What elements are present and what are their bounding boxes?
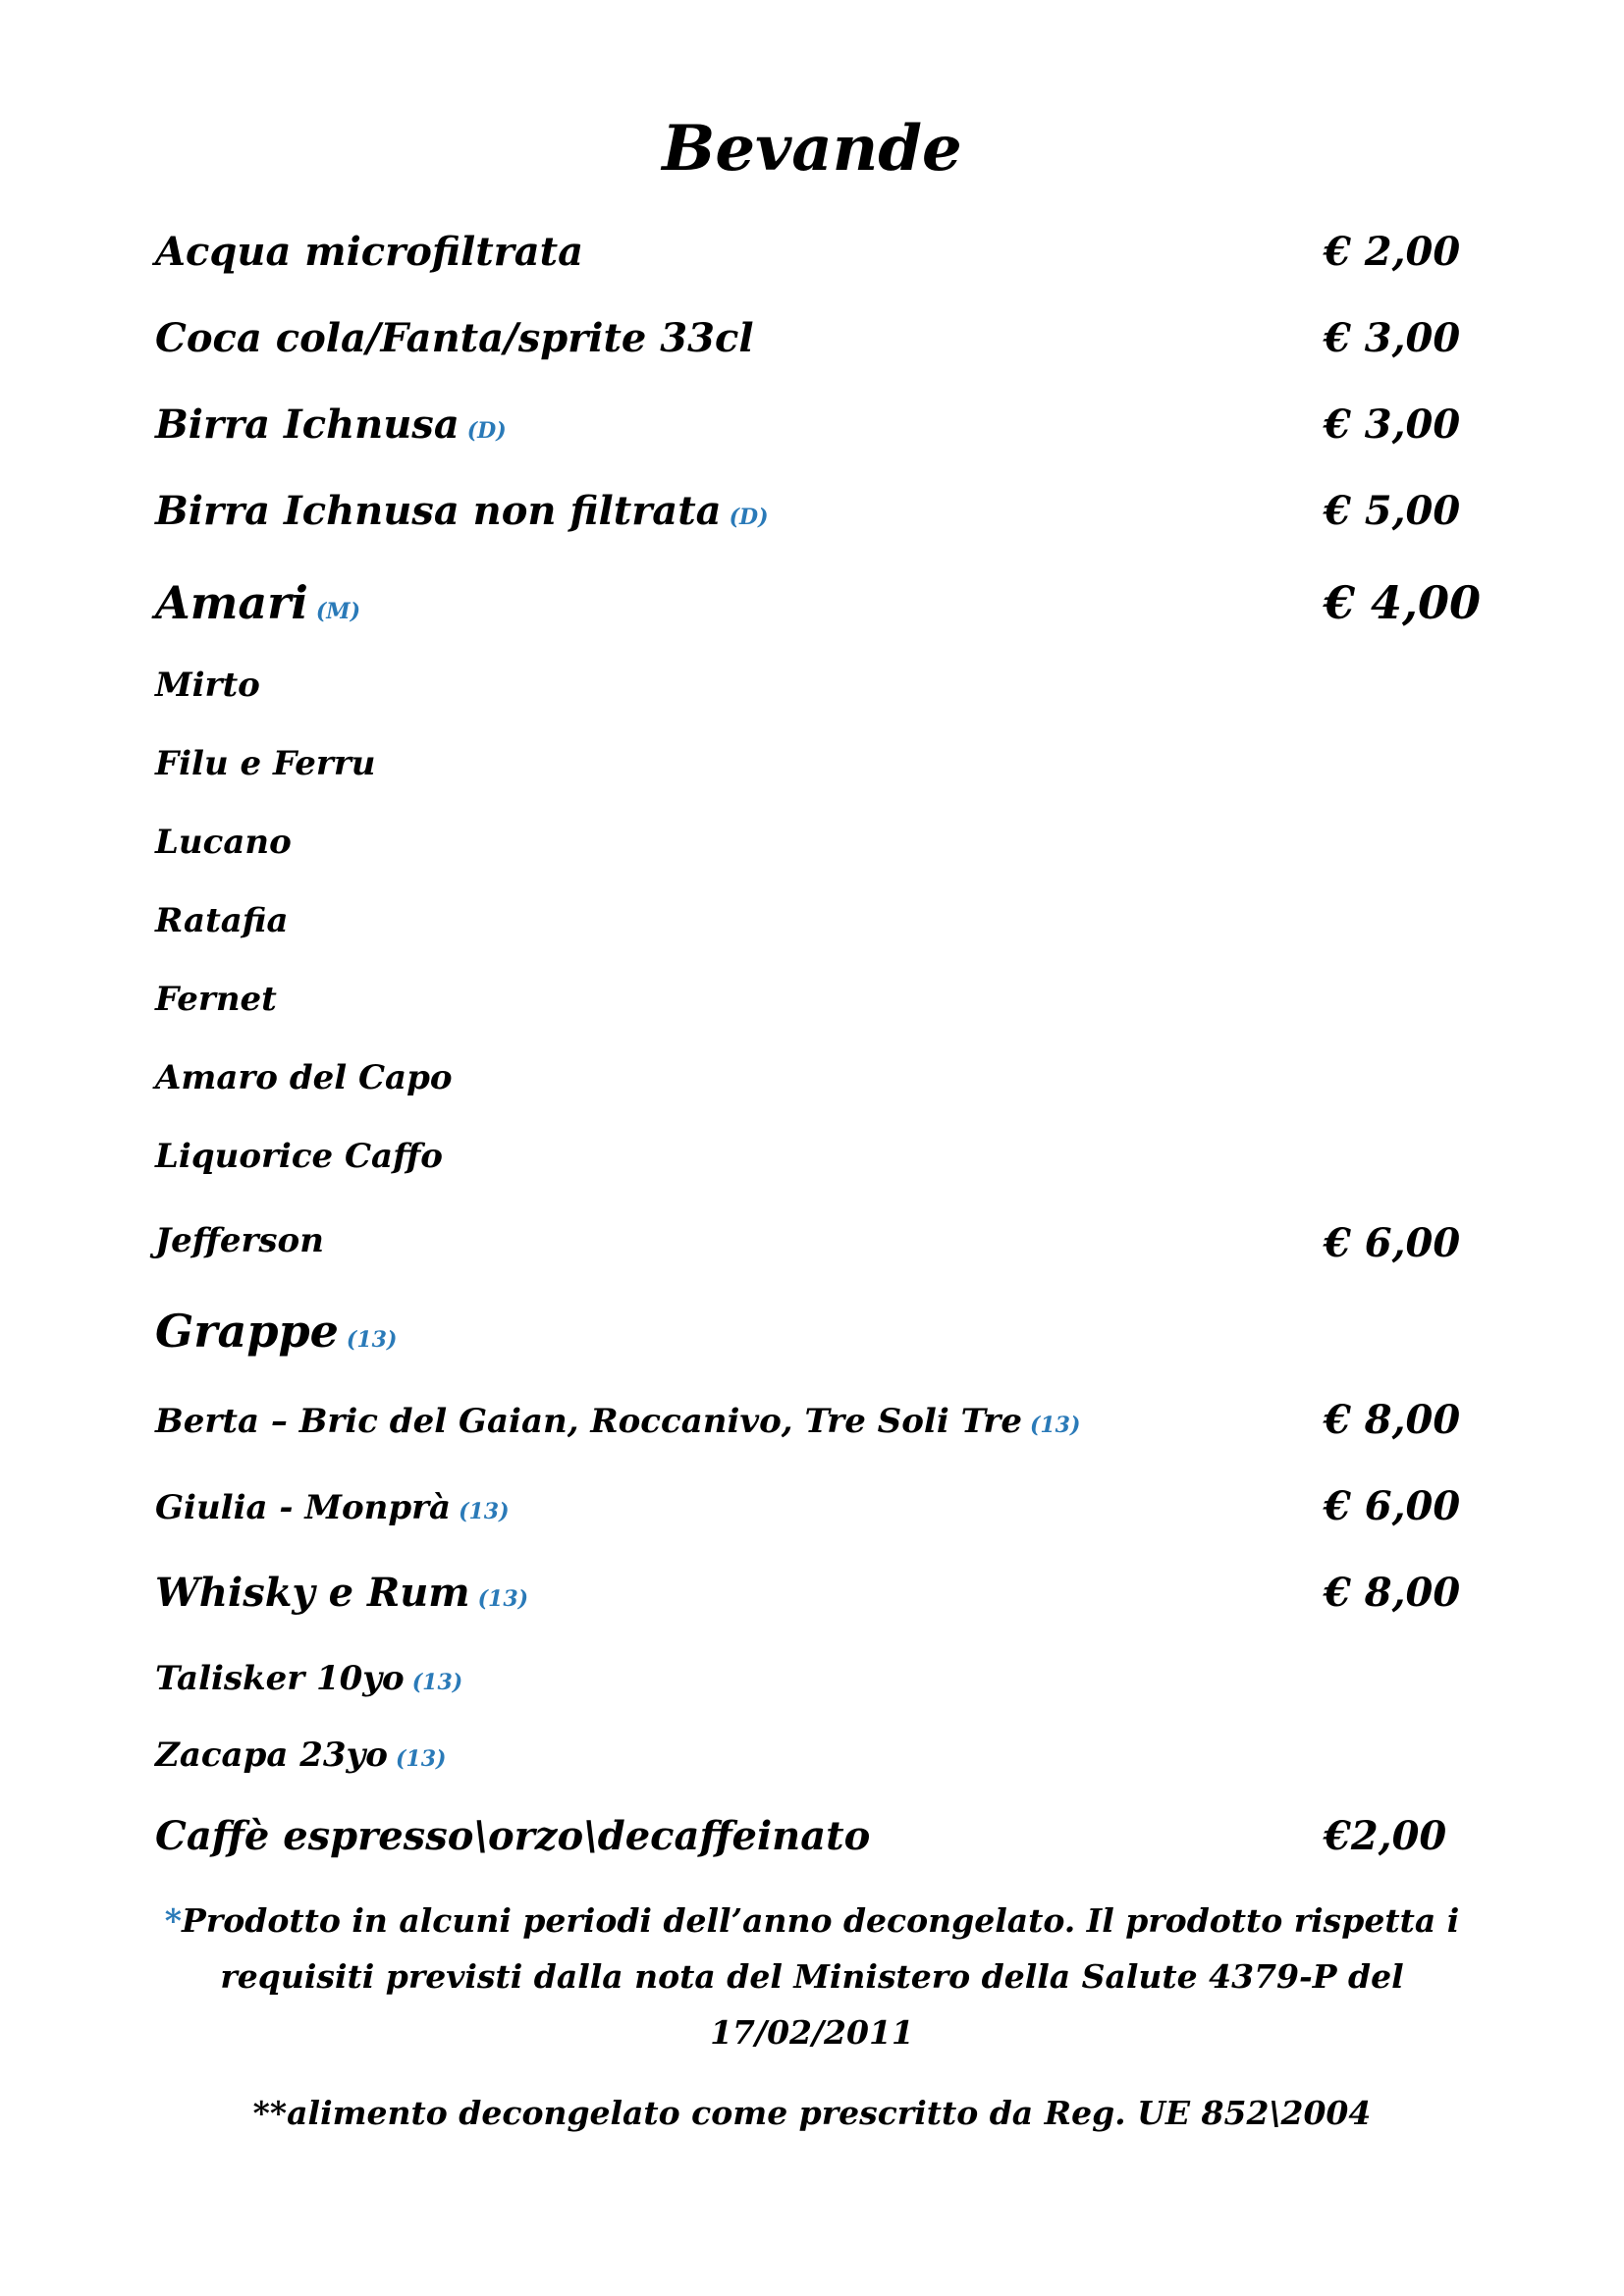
item-label: Berta – Bric del Gaian, Roccanivo, Tre Soli Tre [155, 1402, 1022, 1441]
item-label: Birra Ichnusa non filtrata [155, 488, 722, 534]
item-name [155, 1657, 462, 1704]
item-name [155, 487, 769, 542]
item-name [155, 1734, 446, 1781]
item-price: € 3,00 [1324, 315, 1461, 361]
section-heading [155, 1569, 528, 1624]
section-label: Grappe [155, 1305, 339, 1358]
section-heading [155, 575, 360, 639]
allergen-tag: (13) [346, 1327, 398, 1353]
list-item: Fernet [155, 980, 277, 1019]
section-price: € 8,00 [1324, 1570, 1461, 1616]
item-label: Birra Ichnusa [155, 401, 460, 448]
list-item: Ratafia [155, 901, 289, 940]
item-label: Giulia - Monprà [155, 1488, 452, 1527]
footnote-reg-ue [157, 2085, 1467, 2141]
allergen-tag: (D) [466, 418, 507, 444]
item-price: € 8,00 [1324, 1397, 1461, 1443]
item-name [155, 400, 507, 455]
allergen-tag: (13) [395, 1746, 447, 1772]
list-item: Liquorice Caffo [155, 1137, 443, 1176]
footnote-line: 17/02/2011 [710, 2013, 914, 2052]
item-price: €2,00 [1324, 1813, 1447, 1859]
item-name: Coca cola/Fanta/sprite 33cl [155, 315, 754, 361]
list-item: Lucano [155, 823, 292, 862]
section-heading [155, 1304, 397, 1367]
allergen-tag: (13) [459, 1499, 510, 1524]
item-price: € 5,00 [1324, 488, 1461, 534]
allergen-tag: (M) [315, 599, 361, 624]
item-label: Talisker 10yo [155, 1659, 405, 1698]
item-name [155, 1486, 510, 1533]
item-price: € 3,00 [1324, 401, 1461, 448]
footnote-text: Prodotto in alcuni periodi dell’anno decongelato. Il prodotto rispetta i [182, 1901, 1460, 1940]
allergen-tag: (13) [1029, 1413, 1081, 1438]
item-label: Zacapa 23yo [155, 1735, 388, 1775]
allergen-tag: (13) [411, 1670, 463, 1695]
section-label: Whisky e Rum [155, 1570, 470, 1616]
item-name: Acqua microfiltrata [155, 229, 584, 275]
item-name [155, 1400, 1080, 1447]
section-label: Amari [155, 576, 308, 629]
allergen-tag: (13) [477, 1586, 529, 1612]
item-price: € 6,00 [1324, 1483, 1461, 1529]
allergen-tag: (D) [729, 505, 769, 530]
item-price: € 6,00 [1324, 1220, 1461, 1266]
footnote-line: requisiti previsti dalla nota del Ministero della Salute 4379-P del [220, 1957, 1404, 1996]
list-item: Mirto [155, 666, 260, 705]
footnote-marker: ** [252, 2094, 288, 2132]
item-name: Caffè espresso\orzo\decaffeinato [155, 1813, 871, 1859]
footnote-line [157, 1893, 1467, 1949]
footnote-marker: * [164, 1901, 183, 1940]
item-price: € 2,00 [1324, 229, 1461, 275]
footnote-text: alimento decongelato come prescritto da Reg. UE 852\2004 [287, 2094, 1372, 2132]
section-price: € 4,00 [1324, 576, 1482, 629]
footnote-decongelato [157, 1893, 1467, 2060]
page-title: Bevande [662, 112, 962, 186]
list-item: Amaro del Capo [155, 1058, 453, 1097]
list-item: Filu e Ferru [155, 744, 376, 783]
item-name: Jefferson [155, 1221, 324, 1260]
